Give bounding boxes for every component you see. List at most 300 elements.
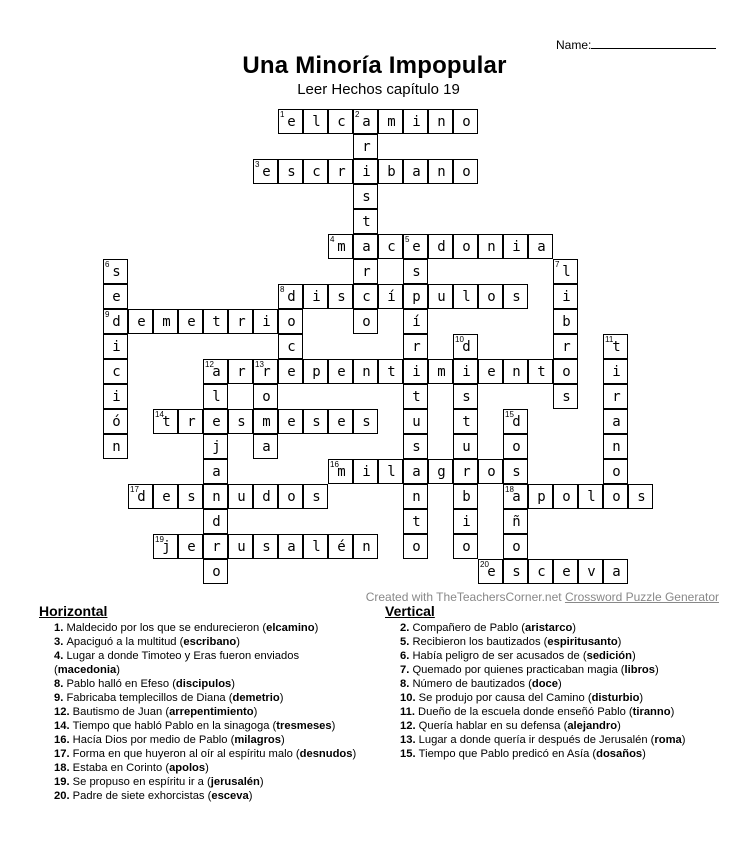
clue-item-close: ) xyxy=(236,636,240,648)
grid-cell[interactable] xyxy=(403,484,428,509)
grid-cell[interactable] xyxy=(553,284,578,309)
cell-letter: p xyxy=(412,289,421,305)
grid-cell[interactable] xyxy=(328,359,353,384)
cell-letter: e xyxy=(162,489,171,505)
grid-cell[interactable] xyxy=(603,559,628,584)
clue-number: 13 xyxy=(255,360,264,369)
grid-cell[interactable] xyxy=(103,309,128,334)
cell-letter: r xyxy=(187,414,196,430)
grid-cell[interactable] xyxy=(528,559,553,584)
clue-item xyxy=(385,621,715,635)
grid-cell[interactable] xyxy=(278,309,303,334)
clue-item-number: 20. xyxy=(54,790,73,802)
cell-letter: i xyxy=(612,364,621,380)
clue-number: 10 xyxy=(455,335,464,344)
cell-letter: t xyxy=(412,514,421,530)
grid-cell[interactable] xyxy=(228,359,253,384)
cell-letter: c xyxy=(537,564,546,580)
grid-cell[interactable] xyxy=(453,509,478,534)
cell-letter: d xyxy=(462,339,471,355)
clue-item-text: Se propuso en espíritu ir a ( xyxy=(72,776,211,788)
clue-item-number: 4. xyxy=(54,650,67,662)
grid-cell[interactable] xyxy=(328,534,353,559)
cell-letter: u xyxy=(237,489,246,505)
grid-cell[interactable] xyxy=(553,484,578,509)
grid-cell[interactable] xyxy=(203,534,228,559)
cell-letter: i xyxy=(112,339,121,355)
clue-item-close: ) xyxy=(259,776,264,788)
grid-cell[interactable] xyxy=(203,434,228,459)
cell-letter: e xyxy=(487,564,496,580)
grid-cell[interactable] xyxy=(103,359,128,384)
grid-cell[interactable] xyxy=(178,409,203,434)
cell-letter: r xyxy=(337,164,346,180)
grid-cell[interactable] xyxy=(353,534,378,559)
cell-letter: i xyxy=(262,314,271,330)
clue-number: 14 xyxy=(155,410,164,419)
grid-cell[interactable] xyxy=(603,434,628,459)
clue-number: 9 xyxy=(105,310,110,319)
clue-item xyxy=(385,747,715,761)
clue-item xyxy=(39,789,364,803)
cell-letter: o xyxy=(412,539,421,555)
clue-item-close: ) xyxy=(642,748,646,760)
clue-item-close: ) xyxy=(331,720,336,732)
clue-number: 20 xyxy=(480,560,489,569)
cell-letter: d xyxy=(212,514,221,530)
grid-cell[interactable] xyxy=(403,459,428,484)
grid-cell[interactable] xyxy=(378,234,403,259)
grid-cell[interactable] xyxy=(103,334,128,359)
grid-cell[interactable] xyxy=(178,534,203,559)
cell-letter: n xyxy=(487,239,496,255)
grid-cell[interactable] xyxy=(278,109,303,134)
grid-cell[interactable] xyxy=(453,359,478,384)
grid-cell[interactable] xyxy=(428,234,453,259)
grid-cell[interactable] xyxy=(153,534,178,559)
cell-letter: d xyxy=(512,414,521,430)
grid-cell[interactable] xyxy=(453,109,478,134)
grid-cell[interactable] xyxy=(428,159,453,184)
clue-item xyxy=(385,677,715,691)
cell-letter: p xyxy=(537,489,546,505)
grid-cell[interactable] xyxy=(203,459,228,484)
grid-cell[interactable] xyxy=(453,234,478,259)
grid-cell[interactable] xyxy=(103,259,128,284)
grid-cell[interactable] xyxy=(353,209,378,234)
grid-cell[interactable] xyxy=(278,484,303,509)
grid-cell[interactable] xyxy=(378,109,403,134)
grid-cell[interactable] xyxy=(453,334,478,359)
clue-item-close: ) xyxy=(281,734,285,746)
cell-letter: n xyxy=(612,439,621,455)
grid-cell[interactable] xyxy=(553,559,578,584)
clue-item-close: ) xyxy=(279,692,284,704)
grid-cell[interactable] xyxy=(353,159,378,184)
grid-cell[interactable] xyxy=(303,534,328,559)
grid-cell[interactable] xyxy=(503,234,528,259)
cell-letter: i xyxy=(462,364,471,380)
clue-item-text: Pablo halló en Efeso ( xyxy=(66,678,176,690)
clue-item-close: ) xyxy=(557,678,562,690)
grid-cell[interactable] xyxy=(503,484,528,509)
grid-cell[interactable] xyxy=(503,284,528,309)
clue-item-text: Número de bautizados ( xyxy=(412,678,532,690)
grid-cell[interactable] xyxy=(103,434,128,459)
grid-cell[interactable] xyxy=(603,384,628,409)
clue-item-text: Forma en que huyeron al oír al espíritu malo ( xyxy=(72,748,300,760)
credit-prefix: Created with TheTeachersCorner.net xyxy=(365,590,562,604)
cell-letter: s xyxy=(312,414,321,430)
clue-item-number: 10. xyxy=(400,692,419,704)
grid-cell[interactable] xyxy=(253,359,278,384)
grid-cell[interactable] xyxy=(403,409,428,434)
grid-cell[interactable] xyxy=(403,109,428,134)
clue-item-text: Tiempo que habló Pablo en la sinagoga ( xyxy=(72,720,277,732)
grid-cell[interactable] xyxy=(203,409,228,434)
cell-letter: n xyxy=(112,439,121,455)
cell-letter: s xyxy=(337,289,346,305)
clue-item-close: ) xyxy=(617,636,622,648)
cell-letter: s xyxy=(637,489,646,505)
clue-item-close: ) xyxy=(631,650,636,662)
cell-letter: c xyxy=(312,164,321,180)
clue-item-answer: desnudos xyxy=(299,748,353,760)
grid-cell[interactable] xyxy=(128,309,153,334)
cell-letter: n xyxy=(362,539,371,555)
clue-number: 1 xyxy=(280,110,285,119)
grid-cell[interactable] xyxy=(478,284,503,309)
grid-cell[interactable] xyxy=(353,284,378,309)
grid-cell[interactable] xyxy=(253,434,278,459)
horizontal-clues xyxy=(39,603,364,803)
clue-item-close: ) xyxy=(253,706,258,718)
clue-item-answer: tiranno xyxy=(632,706,671,718)
clue-item-number: 19. xyxy=(54,776,73,788)
cell-letter: s xyxy=(562,389,571,405)
cell-letter: s xyxy=(362,189,371,205)
grid-cell[interactable] xyxy=(428,459,453,484)
cell-letter: a xyxy=(537,239,546,255)
grid-cell[interactable] xyxy=(603,359,628,384)
grid-cell[interactable] xyxy=(553,309,578,334)
clue-item-number: 8. xyxy=(54,678,67,690)
grid-cell[interactable] xyxy=(553,359,578,384)
grid-cell[interactable] xyxy=(253,309,278,334)
cell-letter: o xyxy=(512,539,521,555)
cell-letter: a xyxy=(212,464,221,480)
grid-cell[interactable] xyxy=(553,384,578,409)
clue-item-answer: jerusalén xyxy=(210,776,260,788)
clue-item-text: Quería hablar en su defensa ( xyxy=(418,720,568,732)
cell-letter: e xyxy=(187,314,196,330)
grid-cell[interactable] xyxy=(603,459,628,484)
grid-cell[interactable] xyxy=(278,409,303,434)
clue-item-number: 16. xyxy=(54,734,73,746)
grid-cell[interactable] xyxy=(278,284,303,309)
grid-cell[interactable] xyxy=(203,509,228,534)
grid-cell[interactable] xyxy=(278,359,303,384)
clue-item-answer: demetrio xyxy=(232,692,280,704)
grid-cell[interactable] xyxy=(353,259,378,284)
grid-cell[interactable] xyxy=(353,409,378,434)
cell-letter: s xyxy=(512,564,521,580)
grid-cell[interactable] xyxy=(478,459,503,484)
grid-cell[interactable] xyxy=(603,334,628,359)
clue-item-answer: apolos xyxy=(169,762,206,774)
grid-cell[interactable] xyxy=(503,559,528,584)
grid-cell[interactable] xyxy=(428,359,453,384)
grid-cell[interactable] xyxy=(378,159,403,184)
grid-cell[interactable] xyxy=(203,359,228,384)
grid-cell[interactable] xyxy=(578,559,603,584)
grid-cell[interactable] xyxy=(328,409,353,434)
grid-cell[interactable] xyxy=(278,534,303,559)
cell-letter: m xyxy=(337,464,346,480)
grid-cell[interactable] xyxy=(403,259,428,284)
cell-letter: e xyxy=(412,239,421,255)
cell-letter: o xyxy=(562,489,571,505)
grid-cell[interactable] xyxy=(228,534,253,559)
cell-letter: o xyxy=(487,289,496,305)
clue-item-close: ) xyxy=(352,748,357,760)
grid-cell[interactable] xyxy=(378,284,403,309)
grid-cell[interactable] xyxy=(303,284,328,309)
grid-cell[interactable] xyxy=(328,284,353,309)
cell-letter: o xyxy=(287,489,296,505)
grid-cell[interactable] xyxy=(103,384,128,409)
grid-cell[interactable] xyxy=(253,384,278,409)
clue-item-answer: disturbio xyxy=(591,692,640,704)
grid-cell[interactable] xyxy=(553,259,578,284)
cell-letter: o xyxy=(362,314,371,330)
cell-letter: s xyxy=(512,464,521,480)
grid-cell[interactable] xyxy=(353,134,378,159)
clue-item-close: ) xyxy=(670,706,675,718)
grid-cell[interactable] xyxy=(403,159,428,184)
cell-letter: e xyxy=(212,414,221,430)
cell-letter: i xyxy=(462,514,471,530)
grid-cell[interactable] xyxy=(328,109,353,134)
grid-cell[interactable] xyxy=(153,409,178,434)
cell-letter: e xyxy=(287,114,296,130)
grid-cell[interactable] xyxy=(528,234,553,259)
clue-item-number: 17. xyxy=(54,748,73,760)
grid-cell[interactable] xyxy=(403,309,428,334)
grid-cell[interactable] xyxy=(503,459,528,484)
grid-cell[interactable] xyxy=(503,509,528,534)
grid-cell[interactable] xyxy=(528,484,553,509)
cell-letter: e xyxy=(337,364,346,380)
cell-letter: n xyxy=(362,364,371,380)
grid-cell[interactable] xyxy=(403,384,428,409)
grid-cell[interactable] xyxy=(453,434,478,459)
grid-cell[interactable] xyxy=(403,334,428,359)
cell-letter: l xyxy=(312,539,321,555)
clue-item-answer: elcamino xyxy=(266,622,315,634)
grid-cell[interactable] xyxy=(603,409,628,434)
clue-number: 17 xyxy=(130,485,139,494)
cell-letter: r xyxy=(362,139,371,155)
grid-cell[interactable] xyxy=(478,234,503,259)
grid-cell[interactable] xyxy=(178,309,203,334)
grid-cell[interactable] xyxy=(278,334,303,359)
clue-number: 2 xyxy=(355,110,360,119)
clue-item-number: 1. xyxy=(54,622,67,634)
clue-number: 12 xyxy=(205,360,214,369)
clue-item-answer: alejandro xyxy=(567,720,618,732)
grid-cell[interactable] xyxy=(253,484,278,509)
cell-letter: e xyxy=(287,364,296,380)
cell-letter: l xyxy=(387,464,396,480)
grid-cell[interactable] xyxy=(203,309,228,334)
clue-item-close: ) xyxy=(314,622,319,634)
grid-cell[interactable] xyxy=(203,484,228,509)
grid-cell[interactable] xyxy=(353,309,378,334)
grid-cell[interactable] xyxy=(403,359,428,384)
grid-cell[interactable] xyxy=(353,234,378,259)
grid-cell[interactable] xyxy=(453,534,478,559)
grid-cell[interactable] xyxy=(228,484,253,509)
clue-item-answer: milagros xyxy=(234,734,281,746)
grid-cell[interactable] xyxy=(428,284,453,309)
grid-cell[interactable] xyxy=(453,284,478,309)
cell-letter: t xyxy=(362,214,371,230)
clue-item-text: Recibieron los bautizados ( xyxy=(412,636,548,648)
clue-number: 5 xyxy=(405,235,410,244)
cell-letter: m xyxy=(162,314,171,330)
grid-cell[interactable] xyxy=(228,309,253,334)
vertical-clues xyxy=(385,603,715,761)
grid-cell[interactable] xyxy=(303,409,328,434)
grid-cell[interactable] xyxy=(403,234,428,259)
grid-cell[interactable] xyxy=(478,359,503,384)
grid-cell[interactable] xyxy=(403,509,428,534)
grid-cell[interactable] xyxy=(478,559,503,584)
grid-cell[interactable] xyxy=(353,459,378,484)
grid-cell[interactable] xyxy=(378,359,403,384)
cell-letter: o xyxy=(487,464,496,480)
grid-cell[interactable] xyxy=(403,434,428,459)
clue-number: 18 xyxy=(505,485,514,494)
cell-letter: r xyxy=(262,364,271,380)
clue-number: 15 xyxy=(505,410,514,419)
grid-cell[interactable] xyxy=(553,334,578,359)
cell-letter: g xyxy=(437,464,446,480)
grid-cell[interactable] xyxy=(453,409,478,434)
grid-cell[interactable] xyxy=(403,284,428,309)
puzzle-subtitle: Leer Hechos capítulo 19 xyxy=(297,81,460,98)
cell-letter: e xyxy=(487,364,496,380)
grid-cell[interactable] xyxy=(253,159,278,184)
grid-cell[interactable] xyxy=(503,409,528,434)
cell-letter: a xyxy=(412,464,421,480)
cell-letter: e xyxy=(262,164,271,180)
cell-letter: l xyxy=(462,289,471,305)
cell-letter: s xyxy=(412,264,421,280)
grid-cell[interactable] xyxy=(203,559,228,584)
cell-letter: i xyxy=(112,389,121,405)
clue-item-answer: macedonia xyxy=(57,664,117,676)
cell-letter: o xyxy=(262,389,271,405)
cell-letter: o xyxy=(612,464,621,480)
cell-letter: s xyxy=(312,489,321,505)
grid-cell[interactable] xyxy=(453,159,478,184)
cell-letter: í xyxy=(387,289,396,305)
grid-cell[interactable] xyxy=(153,484,178,509)
grid-cell[interactable] xyxy=(453,384,478,409)
grid-cell[interactable] xyxy=(353,184,378,209)
grid-cell[interactable] xyxy=(353,359,378,384)
grid-cell[interactable] xyxy=(453,484,478,509)
clue-item xyxy=(385,663,715,677)
grid-cell[interactable] xyxy=(528,359,553,384)
grid-cell[interactable] xyxy=(303,159,328,184)
generator-link[interactable]: Crossword Puzzle Generator xyxy=(564,590,719,604)
clue-item-answer: libros xyxy=(624,664,655,676)
cell-letter: i xyxy=(362,464,371,480)
grid-cell[interactable] xyxy=(228,409,253,434)
clue-number: 6 xyxy=(105,260,110,269)
horizontal-heading: Horizontal xyxy=(39,603,108,619)
clue-item xyxy=(39,621,364,635)
grid-cell[interactable] xyxy=(303,484,328,509)
grid-cell[interactable] xyxy=(603,484,628,509)
grid-cell[interactable] xyxy=(403,534,428,559)
clue-item-answer: tresmeses xyxy=(276,720,332,732)
vertical-heading: Vertical xyxy=(385,603,435,619)
grid-cell[interactable] xyxy=(253,534,278,559)
cell-letter: s xyxy=(237,414,246,430)
cell-letter: n xyxy=(212,489,221,505)
grid-cell[interactable] xyxy=(303,109,328,134)
grid-cell[interactable] xyxy=(628,484,653,509)
clue-item-number: 12. xyxy=(54,706,73,718)
cell-letter: o xyxy=(462,239,471,255)
clue-item-close: ) xyxy=(248,790,253,802)
grid-cell[interactable] xyxy=(178,484,203,509)
clue-item xyxy=(385,691,715,705)
grid-cell[interactable] xyxy=(428,109,453,134)
grid-cell[interactable] xyxy=(503,434,528,459)
grid-cell[interactable] xyxy=(103,284,128,309)
clue-item-number: 13. xyxy=(400,734,419,746)
grid-cell[interactable] xyxy=(503,359,528,384)
grid-cell[interactable] xyxy=(328,234,353,259)
grid-cell[interactable] xyxy=(353,109,378,134)
grid-cell[interactable] xyxy=(328,459,353,484)
grid-cell[interactable] xyxy=(128,484,153,509)
grid-cell[interactable] xyxy=(303,359,328,384)
grid-cell[interactable] xyxy=(278,159,303,184)
clue-item-text: Había peligro de ser acusados de ( xyxy=(412,650,587,662)
cell-letter: s xyxy=(187,489,196,505)
grid-cell[interactable] xyxy=(453,459,478,484)
cell-letter: o xyxy=(462,114,471,130)
grid-cell[interactable] xyxy=(253,409,278,434)
grid-cell[interactable] xyxy=(578,484,603,509)
cell-letter: i xyxy=(562,289,571,305)
grid-cell[interactable] xyxy=(203,384,228,409)
clue-item-close: ) xyxy=(231,678,235,690)
grid-cell[interactable] xyxy=(378,459,403,484)
grid-cell[interactable] xyxy=(103,409,128,434)
cell-letter: j xyxy=(162,539,171,555)
cell-letter: a xyxy=(412,164,421,180)
grid-cell[interactable] xyxy=(153,309,178,334)
grid-cell[interactable] xyxy=(503,534,528,559)
grid-cell[interactable] xyxy=(328,159,353,184)
